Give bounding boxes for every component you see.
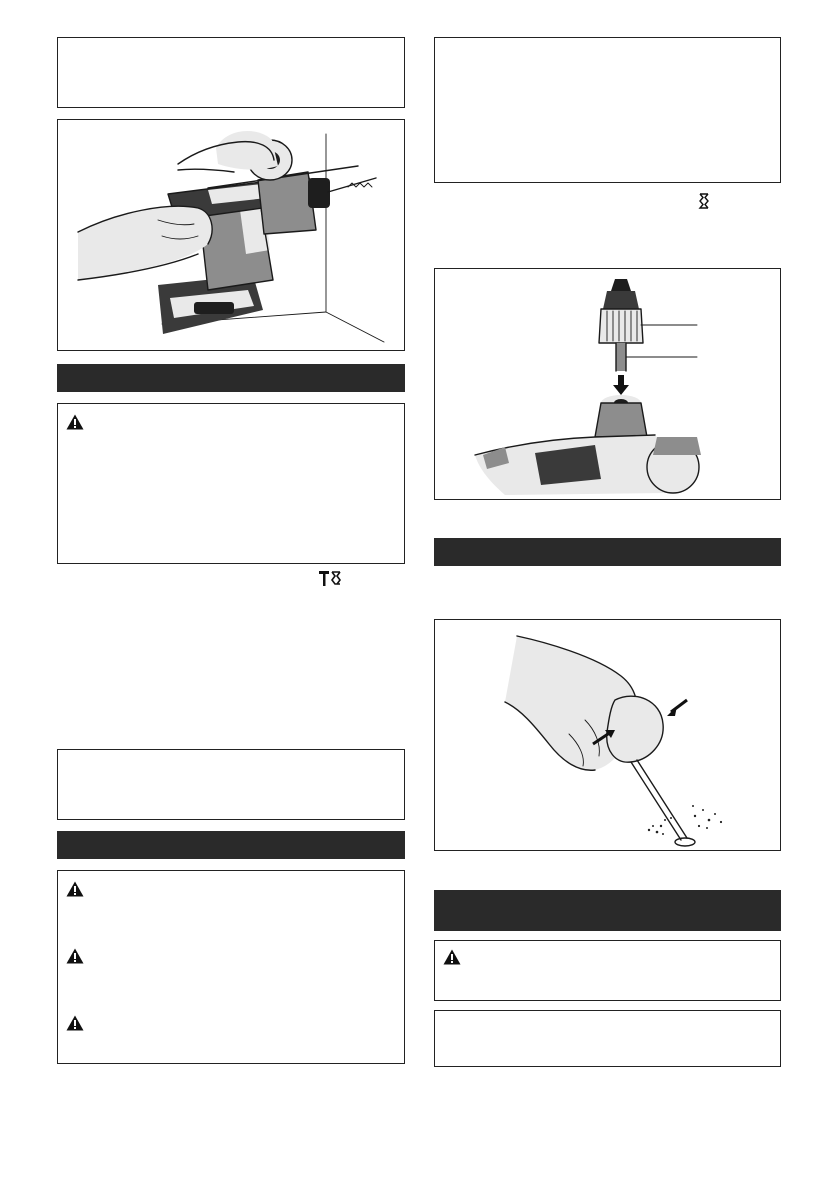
note-box-bottom-right — [434, 1010, 781, 1067]
note-box-top-right — [434, 37, 781, 183]
warning-triangle-icon — [66, 414, 84, 430]
warning-box-left-1 — [57, 403, 405, 564]
note-box-middle-left — [57, 749, 405, 820]
drill-chuck-adapter-illustration — [435, 269, 780, 499]
section-heading-bar-4 — [434, 890, 781, 931]
section-heading-bar-1 — [57, 364, 405, 392]
warning-triangle-icon — [66, 1015, 84, 1031]
blow-out-bulb-illustration — [435, 620, 780, 850]
hammer-drill-operation-illustration — [58, 120, 404, 350]
section-heading-bar-2 — [57, 831, 405, 859]
note-box-top-left — [57, 37, 405, 108]
rotation-with-hammering-icon — [318, 570, 344, 588]
figure-hammer-drill — [57, 119, 405, 351]
warning-triangle-icon — [443, 949, 461, 965]
rotation-only-icon — [698, 193, 710, 209]
warning-box-right — [434, 940, 781, 1001]
warning-triangle-icon — [66, 881, 84, 897]
warning-triangle-icon — [66, 948, 84, 964]
warning-box-left-2 — [57, 870, 405, 1064]
figure-chuck-adapter — [434, 268, 781, 500]
figure-blow-out-bulb — [434, 619, 781, 851]
section-heading-bar-3 — [434, 538, 781, 566]
